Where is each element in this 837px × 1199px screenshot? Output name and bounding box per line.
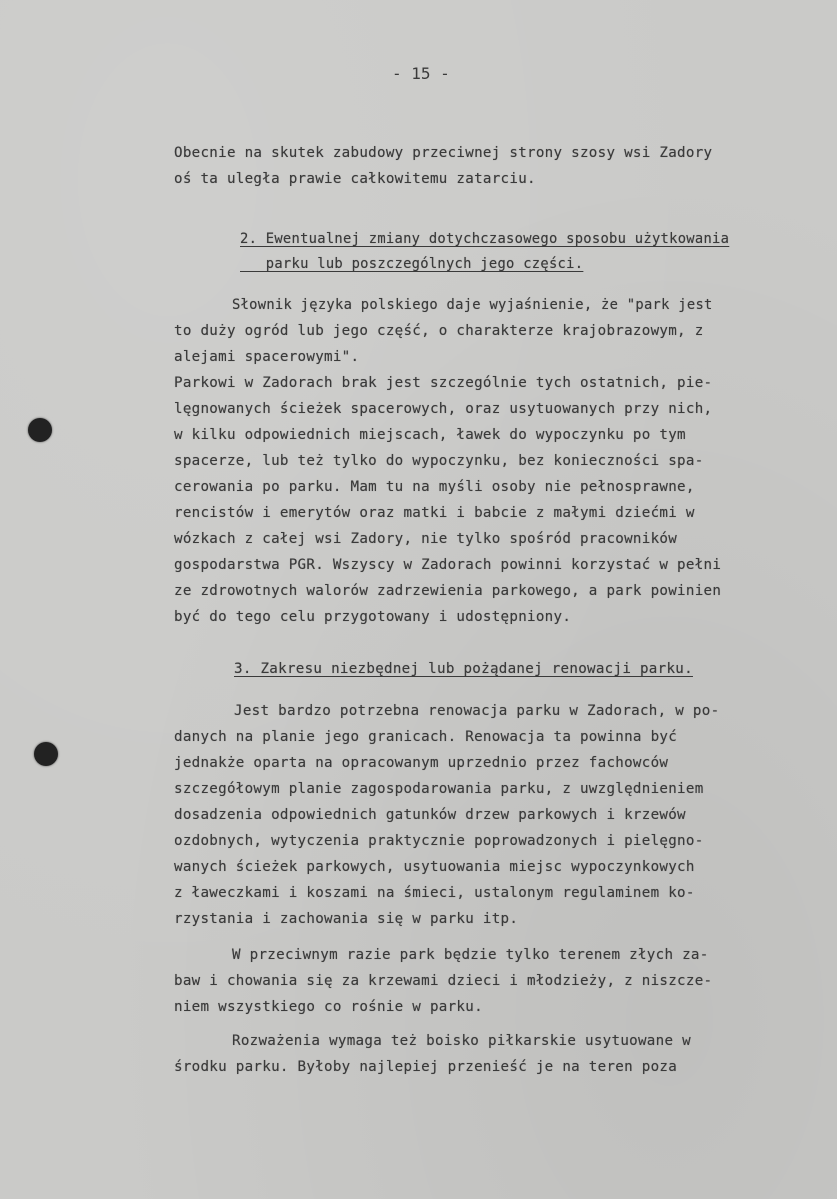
paragraph-line: Jest bardzo potrzebna renowacja parku w Zadorach, w po- (234, 703, 720, 719)
paragraph-line: środku parku. Byłoby najlepiej przenieść je na teren poza (174, 1059, 678, 1075)
paragraph-line: z ławeczkami i koszami na śmieci, ustalonym regulaminem ko- (174, 885, 695, 901)
binder-hole (34, 742, 58, 766)
paragraph-line: spacerze, lub też tylko do wypoczynku, bez konieczności spa- (174, 453, 704, 469)
page-number: - 15 - (392, 64, 450, 83)
paragraph-line: W przeciwnym razie park będzie tylko terenem złych za- (232, 947, 709, 963)
paragraph-line: Parkowi w Zadorach brak jest szczególnie tych ostatnich, pie- (174, 375, 713, 391)
paragraph-line: dosadzenia odpowiednich gatunków drzew parkowych i krzewów (174, 807, 686, 823)
paragraph-line: wózkach z całej wsi Zadory, nie tylko spośród pracowników (174, 531, 678, 547)
paragraph-line: lęgnowanych ścieżek spacerowych, oraz usytuowanych przy nich, (174, 401, 713, 417)
paragraph-line: gospodarstwa PGR. Wszyscy w Zadorach powinni korzystać w pełni (174, 557, 722, 573)
binder-hole (28, 418, 52, 442)
section-2-heading: 2. Ewentualnej zmiany dotychczasowego sposobu użytkowania (240, 231, 730, 247)
paragraph-line: szczegółowym planie zagospodarowania parku, z uwzględnieniem (174, 781, 704, 797)
paragraph-line: w kilku odpowiednich miejscach, ławek do wypoczynku po tym (174, 427, 686, 443)
intro-line: Obecnie na skutek zabudowy przeciwnej strony szosy wsi Zadory (174, 145, 713, 161)
paragraph-line: Słownik języka polskiego daje wyjaśnienie, że "park jest (232, 297, 713, 313)
section-2-heading: parku lub poszczególnych jego części. (240, 256, 584, 272)
paragraph-line: baw i chowania się za krzewami dzieci i młodzieży, z niszcze- (174, 973, 713, 989)
paragraph-line: niem wszystkiego co rośnie w parku. (174, 999, 483, 1015)
paragraph-line: rencistów i emerytów oraz matki i babcie z małymi dziećmi w (174, 505, 695, 521)
intro-line: oś ta uległa prawie całkowitemu zatarciu. (174, 171, 536, 187)
paragraph-line: cerowania po parku. Mam tu na myśli osoby nie pełnosprawne, (174, 479, 695, 495)
paragraph-line: jednakże oparta na opracowanym uprzednio przez fachowców (174, 755, 669, 771)
section-3-heading: 3. Zakresu niezbędnej lub pożądanej renowacji parku. (234, 661, 693, 677)
paragraph-line: rzystania i zachowania się w parku itp. (174, 911, 519, 927)
paragraph-line: Rozważenia wymaga też boisko piłkarskie usytuowane w (232, 1033, 691, 1049)
paragraph-line: wanych ścieżek parkowych, usytuowania miejsc wypoczynkowych (174, 859, 695, 875)
paragraph-line: ze zdrowotnych walorów zadrzewienia parkowego, a park powinien (174, 583, 722, 599)
paragraph-line: to duży ogród lub jego część, o charakterze krajobrazowym, z (174, 323, 704, 339)
paragraph-line: ozdobnych, wytyczenia praktycznie poprowadzonych i pielęgno- (174, 833, 704, 849)
paragraph-line: danych na planie jego granicach. Renowacja ta powinna być (174, 729, 678, 745)
paragraph-line: alejami spacerowymi". (174, 349, 360, 365)
paragraph-line: być do tego celu przygotowany i udostępniony. (174, 609, 572, 625)
